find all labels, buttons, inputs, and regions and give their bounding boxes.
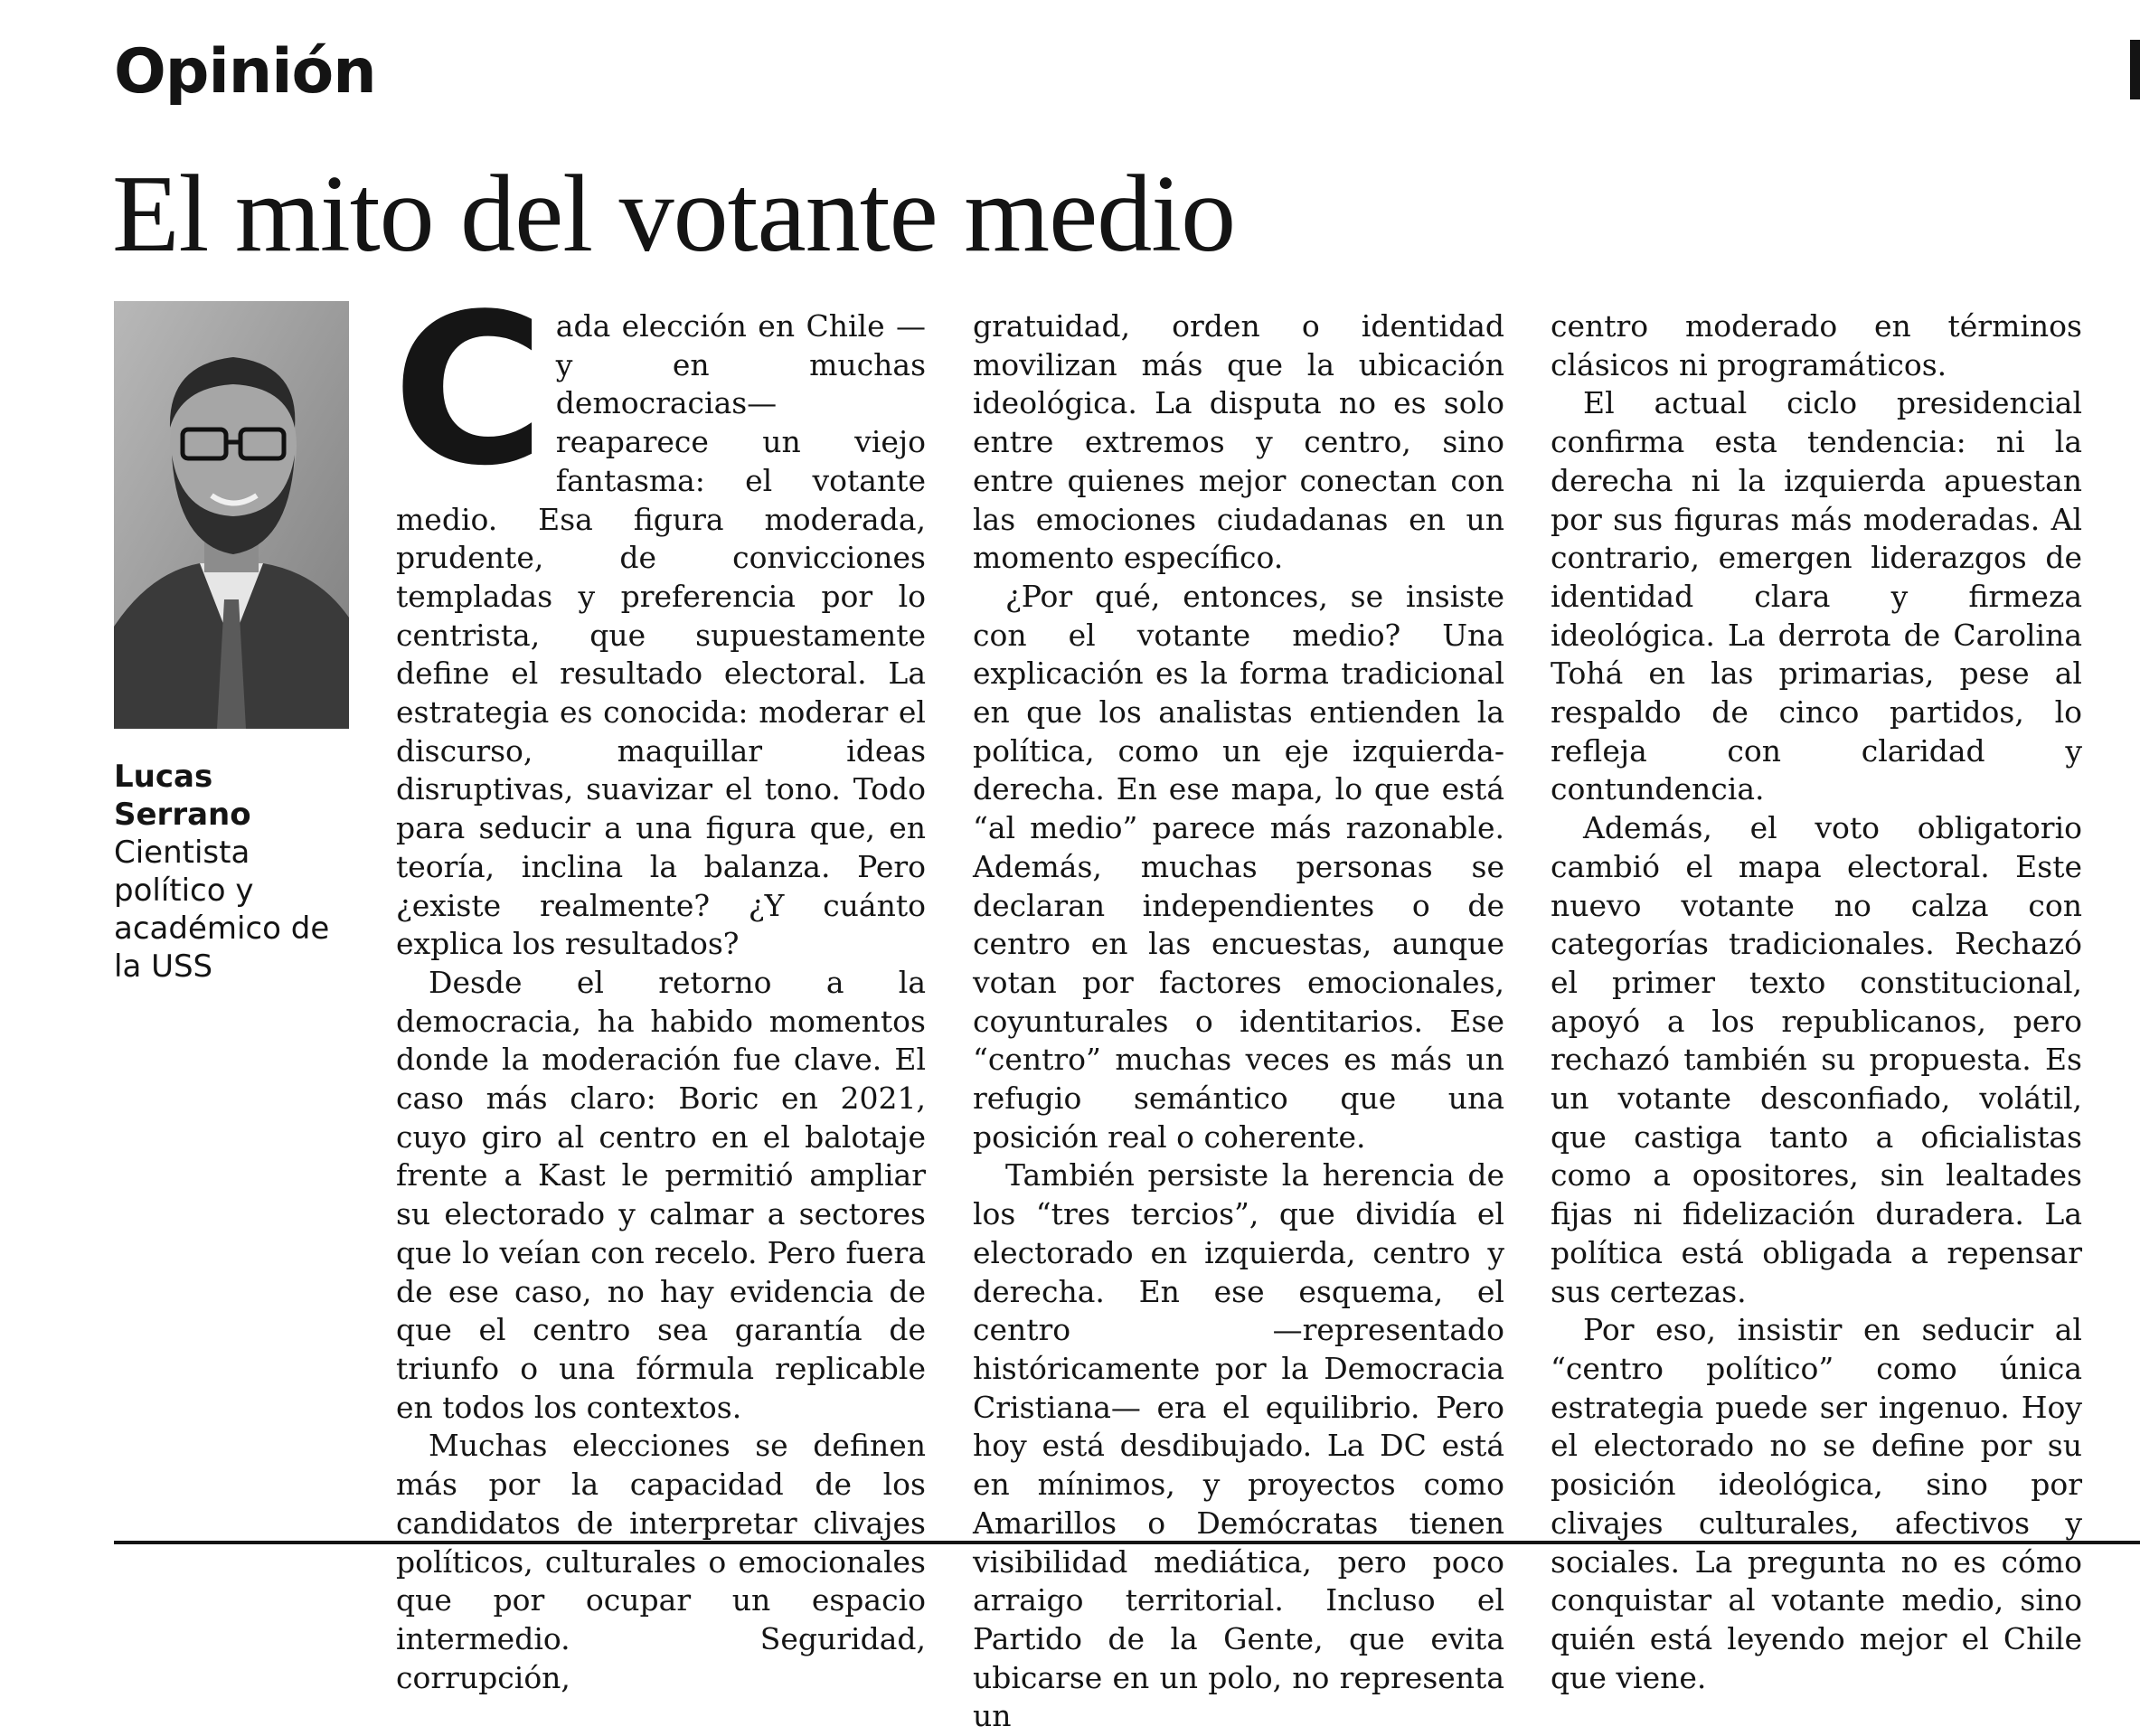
- article-column-3: [1551, 307, 2082, 1695]
- drop-cap: C: [392, 270, 545, 512]
- article-paragraph: ¿Por qué, entonces, se insiste con el votante medio? Una explicación es la forma tradicional en que los analistas entienden la política, como un eje izquierda-derecha. En ese mapa, lo que está “al medio” parece más razonable. Además, muchas personas se declaran independientes o de centro en las encuestas, aunque votan por factores emocionales, coyunturales o identitarios. Ese “centro” muchas veces es más un refugio semántico que una posición real o coherente.: [973, 578, 1504, 1155]
- article-paragraph: Cada elección en Chile —y en muchas democracias— reaparece un viejo fantasma: el votante medio. Esa figura moderada, prudente, de convicciones templadas y preferencia por lo centrista, que supuestamente define el resultado electoral. La estrategia es conocida: moderar el discurso, maquillar ideas disruptivas, suavizar el tono. Todo para seducir a una figura que, en teoría, inclina la balanza. Pero ¿existe realmente? ¿Y cuánto explica los resultados?: [392, 270, 926, 962]
- author-role: Cientista político y académico de la USS: [114, 835, 330, 985]
- bottom-rule: [114, 1541, 2140, 1544]
- page-edge-mark: [2130, 40, 2140, 99]
- article-paragraph: Por eso, insistir en seducir al “centro político” como única estrategia puede ser ingenuo. Hoy el electorado no se define por su posición ideológica, sino por clivajes culturales, afectivos y sociales. La pregunta no es cómo conquistar al votante medio, sino quién está leyendo mejor el Chile que viene.: [1551, 1312, 2082, 1695]
- article-paragraph: Muchas elecciones se definen más por la capacidad de los candidatos de interpretar clivajes políticos, culturales o emocionales que por ocupar un espacio intermedio. Seguridad, corrupción,: [396, 1428, 926, 1695]
- article-paragraph: También persiste la herencia de los “tres tercios”, que dividía el electorado en izquierda, centro y derecha. En ese esquema, el centro —representado históricamente por la Democracia Cristiana— era el equilibrio. Pero hoy está desdibujado. La DC está en mínimos, y proyectos como Amarillos o Demócratas tienen visibilidad mediática, pero poco arraigo territorial. Incluso el Partido de la Gente, que evita ubicarse en un polo, no representa un: [973, 1157, 1504, 1734]
- article-column-1: [392, 270, 926, 1695]
- article-paragraph: Desde el retorno a la democracia, ha habido momentos donde la moderación fue clave. El caso más claro: Boric en 2021, cuyo giro al centro en el balotaje frente a Kast le permitió ampliar su electorado y calmar a sectores que lo veían con recelo. Pero fuera de ese caso, no hay evidencia de que el centro sea garantía de triunfo o una fórmula replicable en todos los contextos.: [396, 964, 926, 1425]
- article-paragraph: centro moderado en términos clásicos ni programáticos.: [1551, 308, 2082, 382]
- article-paragraph: Además, el voto obligatorio cambió el mapa electoral. Este nuevo votante no calza con categorías tradicionales. Rechazó el primer texto constitucional, apoyó a los republicanos, pero rechazó también su propuesta. Es un votante desconfiado, volátil, que castiga tanto a oficialistas como a opositores, sin lealtades fijas ni fidelización duradera. La política está obligada a repensar sus certezas.: [1551, 810, 2082, 1309]
- headline: El mito del votante medio: [112, 153, 1236, 275]
- author-photo: [114, 301, 349, 729]
- article-paragraph: El actual ciclo presidencial confirma esta tendencia: ni la derecha ni la izquierda apuestan por sus figuras más moderadas. Al contrario, emergen liderazgos de identidad clara y firmeza ideológica. La derrota de Carolina Tohá en las primarias, pese al respaldo de cinco partidos, lo refleja con claridad y contundencia.: [1551, 385, 2082, 807]
- author-name: Lucas Serrano: [114, 759, 251, 833]
- byline: [114, 758, 358, 986]
- section-label: Opinión: [114, 36, 376, 108]
- article-column-2: [973, 307, 1504, 1734]
- article-paragraph: gratuidad, orden o identidad movilizan más que la ubicación ideológica. La disputa no es solo entre extremos y centro, sino entre quienes mejor conectan con las emociones ciudadanas en un momento específico.: [973, 308, 1504, 576]
